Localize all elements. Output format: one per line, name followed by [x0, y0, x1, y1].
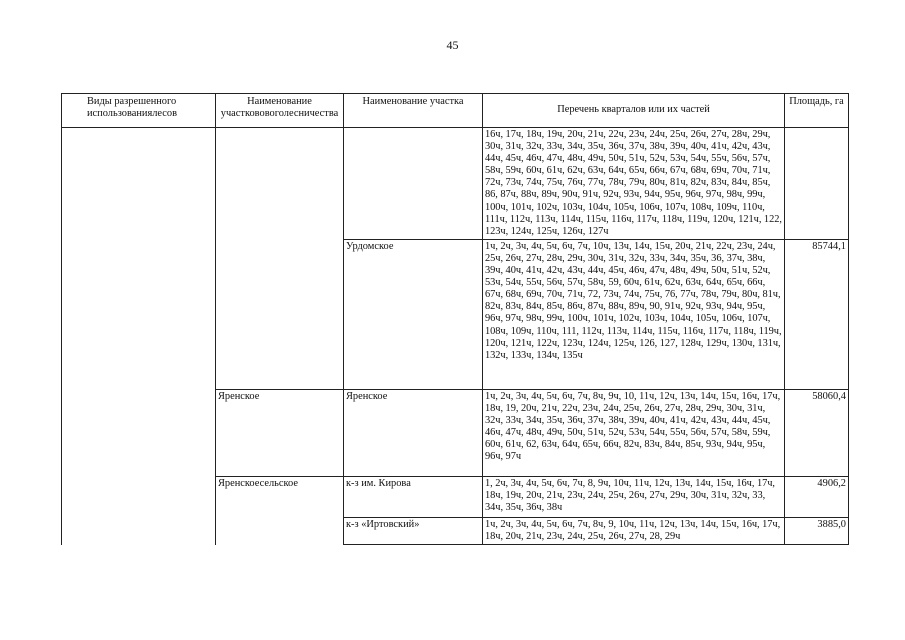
- area-cell: 3885,0: [785, 517, 849, 544]
- site-cell: [344, 128, 483, 240]
- table-row: [62, 128, 849, 240]
- forestry-cell: Яренскоесельское: [216, 476, 344, 544]
- forestry-cell: Яренское: [216, 389, 344, 476]
- header-row: [62, 94, 849, 128]
- area-cell: [785, 128, 849, 240]
- quarters-cell: 1ч, 2ч, 3ч, 4ч, 5ч, 6ч, 7ч, 10ч, 13ч, 14ч, 15ч, 20ч, 21ч, 22ч, 23ч, 24ч, 25ч, 26ч, 27ч, 28ч, 29ч, 30ч, 31ч, 32ч, 33ч, 34ч, 35ч, 36, 37ч, 38ч, 39ч, 40ч, 41ч, 42ч, 43ч, 44ч, 45ч, 46ч, 47ч, 48ч, 49ч, 50ч, 51ч, 52ч, 53ч, 54ч, 55ч, 56ч, 57ч, 58ч, 59, 60ч, 61ч, 62ч, 63ч, 64ч, 65ч, 66ч, 67ч, 68ч, 69ч, 70ч, 71ч, 72, 73ч, 74ч, 75ч, 76, 77ч, 78ч, 79ч, 80ч, 81ч, 82ч, 83ч, 84ч, 85ч, 86ч, 87ч, 88ч, 89ч, 90, 91ч, 92ч, 93ч, 94ч, 95ч, 96ч, 97ч, 98ч, 99ч, 100ч, 101ч, 102ч, 103ч, 104ч, 105ч, 106ч, 107ч, 108ч, 109ч, 110ч, 111, 112ч, 113ч, 114ч, 115ч, 116ч, 117ч, 118ч, 119ч, 120ч, 121ч, 122ч, 123ч, 124ч, 125ч, 126, 127, 128ч, 129ч, 130ч, 131ч, 132ч, 133ч, 134ч, 135ч: [483, 239, 785, 389]
- site-cell: Урдомское: [344, 239, 483, 389]
- quarters-cell: 1ч, 2ч, 3ч, 4ч, 5ч, 6ч, 7ч, 8ч, 9ч, 10, 11ч, 12ч, 13ч, 14ч, 15ч, 16ч, 17ч, 18ч, 19, 20ч, 21ч, 22ч, 23ч, 24ч, 25ч, 26ч, 27ч, 28ч, 29ч, 30ч, 31ч, 32ч, 33ч, 34ч, 35ч, 36ч, 37ч, 38ч, 39ч, 40ч, 41ч, 42ч, 43ч, 44ч, 45ч, 46ч, 47ч, 48ч, 49ч, 50ч, 51ч, 52ч, 53ч, 54ч, 55ч, 56ч, 57ч, 58ч, 59ч, 60ч, 61ч, 62, 63ч, 64ч, 65ч, 66ч, 82ч, 83ч, 84ч, 85ч, 93ч, 94ч, 95ч, 96ч, 97ч: [483, 389, 785, 476]
- header-area: Площадь, га: [785, 94, 849, 128]
- area-cell: 85744,1: [785, 239, 849, 389]
- header-site-name: Наименование участка: [344, 94, 483, 128]
- quarters-cell: 1ч, 2ч, 3ч, 4ч, 5ч, 6ч, 7ч, 8ч, 9, 10ч, 11ч, 12ч, 13ч, 14ч, 15ч, 16ч, 17ч, 18ч, 20ч, 21ч, 23ч, 24ч, 25ч, 26ч, 27ч, 28, 29ч: [483, 517, 785, 544]
- table-header: [62, 94, 849, 128]
- quarters-cell: 1, 2ч, 3ч, 4ч, 5ч, 6ч, 7ч, 8, 9ч, 10ч, 11ч, 12ч, 13ч, 14ч, 15ч, 16ч, 17ч, 18ч, 19ч, 20ч, 21ч, 23ч, 24ч, 25ч, 26ч, 27ч, 29ч, 30ч, 31ч, 32ч, 33, 34ч, 35ч, 36ч, 38ч: [483, 476, 785, 517]
- site-cell: к-з им. Кирова: [344, 476, 483, 517]
- area-cell: 4906,2: [785, 476, 849, 517]
- kinds-of-use-cell: [62, 128, 216, 545]
- forestry-cell: [216, 128, 344, 390]
- table-body: [62, 128, 849, 545]
- quarters-cell: 16ч, 17ч, 18ч, 19ч, 20ч, 21ч, 22ч, 23ч, 24ч, 25ч, 26ч, 27ч, 28ч, 29ч, 30ч, 31ч, 32ч, 33ч, 34ч, 35ч, 36ч, 37ч, 38ч, 39ч, 40ч, 41ч, 42ч, 43ч, 44ч, 45ч, 46ч, 47ч, 48ч, 49ч, 50ч, 51ч, 52ч, 53ч, 54ч, 55ч, 56ч, 57ч, 58ч, 59ч, 60ч, 61ч, 62ч, 63ч, 64ч, 65ч, 66ч, 67ч, 68ч, 69ч, 70ч, 71ч, 72ч, 73ч, 74ч, 75ч, 76ч, 77ч, 78ч, 79ч, 80ч, 81ч, 82ч, 83ч, 84ч, 85ч, 86, 87ч, 88ч, 89ч, 90ч, 91ч, 92ч, 93ч, 94ч, 95ч, 96ч, 97ч, 98ч, 99ч, 100ч, 101ч, 102ч, 103ч, 104ч, 105ч, 106ч, 107ч, 108ч, 109ч, 110ч, 111ч, 112ч, 113ч, 114ч, 115ч, 116ч, 117ч, 118ч, 119ч, 120ч, 121ч, 122, 123ч, 124ч, 125ч, 126ч, 127ч: [483, 128, 785, 240]
- header-forestry-name: Наименование участкововоголесничества: [216, 94, 344, 128]
- forest-use-table: [61, 93, 849, 545]
- area-cell: 58060,4: [785, 389, 849, 476]
- site-cell: Яренское: [344, 389, 483, 476]
- site-cell: к-з «Иртовский»: [344, 517, 483, 544]
- header-quarters-list: Перечень кварталов или их частей: [483, 94, 785, 128]
- page-number: 45: [446, 38, 459, 52]
- header-kinds-of-use: Виды разрешенного использованиялесов: [62, 94, 216, 128]
